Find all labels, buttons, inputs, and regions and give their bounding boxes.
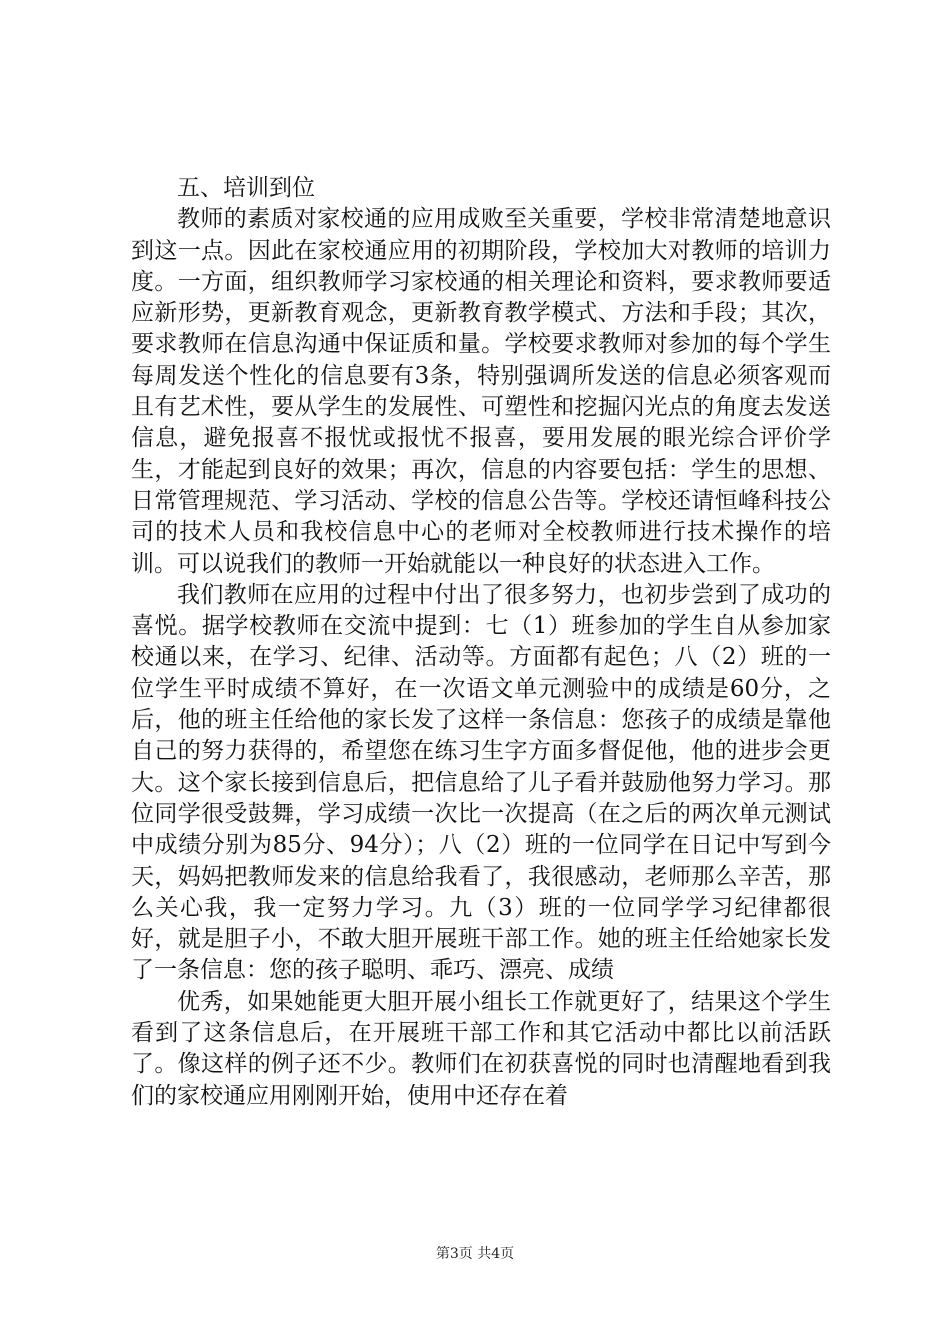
paragraph-examples: 我们教师在应用的过程中付出了很多努力，也初步尝到了成功的喜悦。据学校教师在交流中提到：七（1）班参加的学生自从参加家校通以来，在学习、纪律、活动等。方面都有起色；八（2）班的一位学生平时成绩不算好，在一次语文单元测验中的成绩是60分，之后，他的班主任给他的家长发了这样一条信息：您孩子的成绩是靠他自己的努力获得的，希望您在练习生字方面多督促他，他的进步会更大。这个家长接到信息后，把信息给了儿子看并鼓励他努力学习。那位同学很受鼓舞，学习成绩一次比一次提高（在之后的两次单元测试中成绩分别为85分、94分）；八（2）班的一位同学在日记中写到今天，妈妈把教师发来的信息给我看了，我很感动，老师那么辛苦，那么关心我，我一定努力学习。九（3）班的一位同学学习纪律都很好，就是胆子小，不敢大胆开展班干部工作。她的班主任给她家长发了一条信息：您的孩子聪明、乖巧、漂亮、成绩	[131, 581, 831, 984]
paragraph-training: 教师的素质对家校通的应用成败至关重要，学校非常清楚地意识到这一点。因此在家校通应用的初期阶段，学校加大对教师的培训力度。一方面，组织教师学习家校通的相关理论和资料，要求教师要适应新形势，更新教育观念，更新教育教学模式、方法和手段；其次，要求教师在信息沟通中保证质和量。学校要求教师对参加的每个学生每周发送个性化的信息要有3条，特别强调所发送的信息必须客观而且有艺术性，要从学生的发展性、可塑性和挖掘闪光点的角度去发送信息，避免报喜不报忧或报忧不报喜，要用发展的眼光综合评价学生，才能起到良好的效果；再次，信息的内容要包括：学生的思想、日常管理规范、学习活动、学校的信息公告等。学校还请恒峰科技公司的技术人员和我校信息中心的老师对全校教师进行技术操作的培训。可以说我们的教师一开始就能以一种良好的状态进入工作。	[131, 206, 831, 577]
document-body	[131, 173, 831, 1112]
page-footer: 第3页 共4页	[435, 1246, 515, 1262]
section-heading: 五、培训到位	[177, 175, 315, 201]
paragraph-continuation: 优秀，如果她能更大胆开展小组长工作就更好了，结果这个学生看到了这条信息后，在开展班干部工作和其它活动中都比以前活跃了。像这样的例子还不少。教师们在初获喜悦的同时也清醒地看到我们的家校通应用刚刚开始，使用中还存在着	[131, 988, 831, 1109]
